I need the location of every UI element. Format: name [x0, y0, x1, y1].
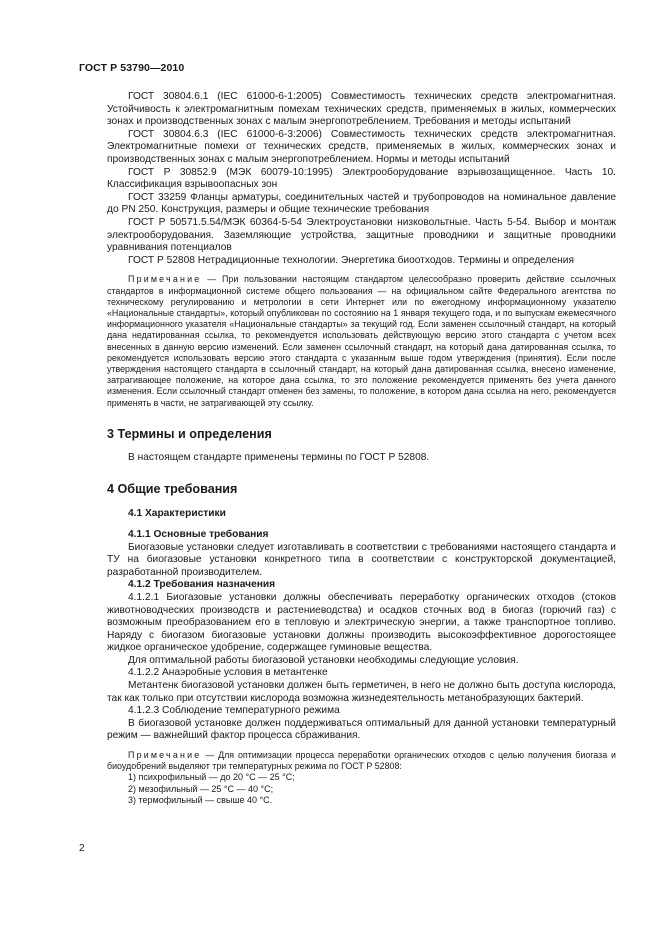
note-label: Примечание — [128, 750, 202, 761]
reference-item: ГОСТ Р 50571.5.54/МЭК 60364-5-54 Электроустановки низковольтные. Часть 5-54. Выбор и монтаж электрооборудования. Заземляющие устройства, защитные проводники и защитные проводники уравнивания потенциалов — [107, 216, 616, 254]
paragraph-4-1-2-3-heading: 4.1.2.3 Соблюдение температурного режима — [128, 705, 340, 717]
reference-item: ГОСТ Р 52808 Нетрадиционные технологии. Энергетика биоотходов. Термины и определения — [128, 254, 574, 266]
list-item: 1) психрофильный — до 20 °С — 25 °С; — [128, 772, 295, 783]
reference-item: ГОСТ 33259 Фланцы арматуры, соединительных частей и трубопроводов на номинальное давление до PN 250. Конструкция, размеры и общие технические требования — [107, 191, 616, 216]
page-content — [107, 91, 616, 806]
references-note — [107, 274, 616, 408]
section-4-heading: 4 Общие требования — [107, 482, 238, 497]
temperature-modes-list — [107, 772, 616, 806]
section-3-text: В настоящем стандарте применены термины по ГОСТ Р 52808. — [128, 451, 430, 463]
list-item: 3) термофильный — свыше 40 °С. — [128, 794, 273, 805]
paragraph-4-1-1: Биогазовые установки следует изготавливать в соответствии с требованиями настоящего стандарта и ТУ на биогазовые установки конкретного типа в соответствии с конструкторской документацией, разработанной производителем. — [107, 541, 616, 578]
section-3-heading: 3 Термины и определения — [107, 426, 272, 441]
list-item: 2) мезофильный — 25 °С — 40 °С; — [128, 783, 274, 794]
reference-item: ГОСТ 30804.6.3 (IEC 61000-6-3:2006) Совместимость технических средств электромагнитная. Электромагнитные помехи от технических средств, применяемых в жилых, коммерческих зонах и производственных зонах с малым энергопотреблением. Нормы и методы испытаний — [107, 128, 616, 165]
page-number: 2 — [79, 843, 85, 854]
note-label: Примечание — [128, 274, 202, 285]
paragraph-4-1-2-3: В биогазовой установке должен поддерживаться оптимальный для данной установки температурный режим — важнейший фактор процесса сбраживания. — [107, 717, 616, 742]
paragraph-4-1-2-2: Метантенк биогазовой установки должен быть герметичен, в него не должно быть доступа кислорода, так как только при отсутствии кислорода возможна жизнедеятельность метанобразующих бактерий. — [107, 680, 616, 704]
reference-item: ГОСТ 30804.6.1 (IEC 61000-6-1:2005) Совместимость технических средств электромагнитная. Устойчивость к электромагнитным помехам технических средств, применяемых в жилых, коммерческих зонах и производственных зонах с малым энергопотреблением. Требования и методы испытаний — [107, 91, 616, 128]
references-list — [107, 91, 616, 267]
reference-item: ГОСТ Р 30852.9 (МЭК 60079-10:1995) Электрооборудование взрывозащищенное. Часть 10. Классификация взрывоопасных зон — [107, 166, 616, 191]
subsection-4-1-heading: 4.1 Характеристики — [128, 508, 226, 520]
subsection-4-1-1-heading: 4.1.1 Основные требования — [128, 528, 269, 540]
paragraph-conditions: Для оптимальной работы биогазовой установки необходимы следующие условия. — [128, 654, 519, 666]
temperature-note — [107, 750, 616, 772]
subsection-4-1-2-heading: 4.1.2 Требования назначения — [128, 579, 276, 591]
note-text: — Для оптимизации процесса переработки органических отходов с целью получения биогаза и биоудобрений выделяют три температурных режима по ГОСТ Р 52808: — [107, 750, 616, 772]
note-text: — При пользовании настоящим стандартом целесообразно проверить действие ссылочных стандартов в информационной системе общего пользования — на официальном сайте Федерального агентства по техническому регулированию и метрологии в сети Интернет или по ежегодному информационному указателю «Национальные стандарты», который опубликован по состоянию на 1 января текущего года, и по выпускам ежемесячного информационного указателя «Национальные стандарты» за текущий год. Если заменен ссылочный стандарт, на который дана недатированная ссылка, то рекомендуется использовать действующую версию этого стандарта с учетом всех внесенных в данную версию изменений. Если заменен ссылочный стандарт, на который дана датированная ссылка, то рекомендуется использовать версию этого стандарта с указанным выше годом утверждения (принятия). Если после утверждения настоящего стандарта в ссылочный стандарт, на который дана датированная ссылка, внесено изменение, затрагивающее положение, на которое дана ссылка, то это положение рекомендуется применять без учета данного изменения. Если ссылочный стандарт отменен без замены, то положение, в котором дана ссылка на него, рекомендуется применять в части, не затрагивающей эту ссылку. — [107, 274, 616, 408]
paragraph-4-1-2-2-heading: 4.1.2.2 Анаэробные условия в метантенке — [128, 667, 328, 679]
document-header: ГОСТ Р 53790—2010 — [79, 62, 185, 74]
paragraph-4-1-2-1: 4.1.2.1 Биогазовые установки должны обеспечивать переработку органических отходов (стоков животноводческих производств и растениеводства) и осадков сточных вод в биогаз (горючий газ) с возможным преобразованием его в тепловую и электрическую энергии, а также транспортное топливо. Наряду с биогазом биогазовые установки должны производить высокоэффективное дорогостоящее жидкое органическое удобрение, содержащее гуминовые вещества. — [107, 591, 616, 654]
